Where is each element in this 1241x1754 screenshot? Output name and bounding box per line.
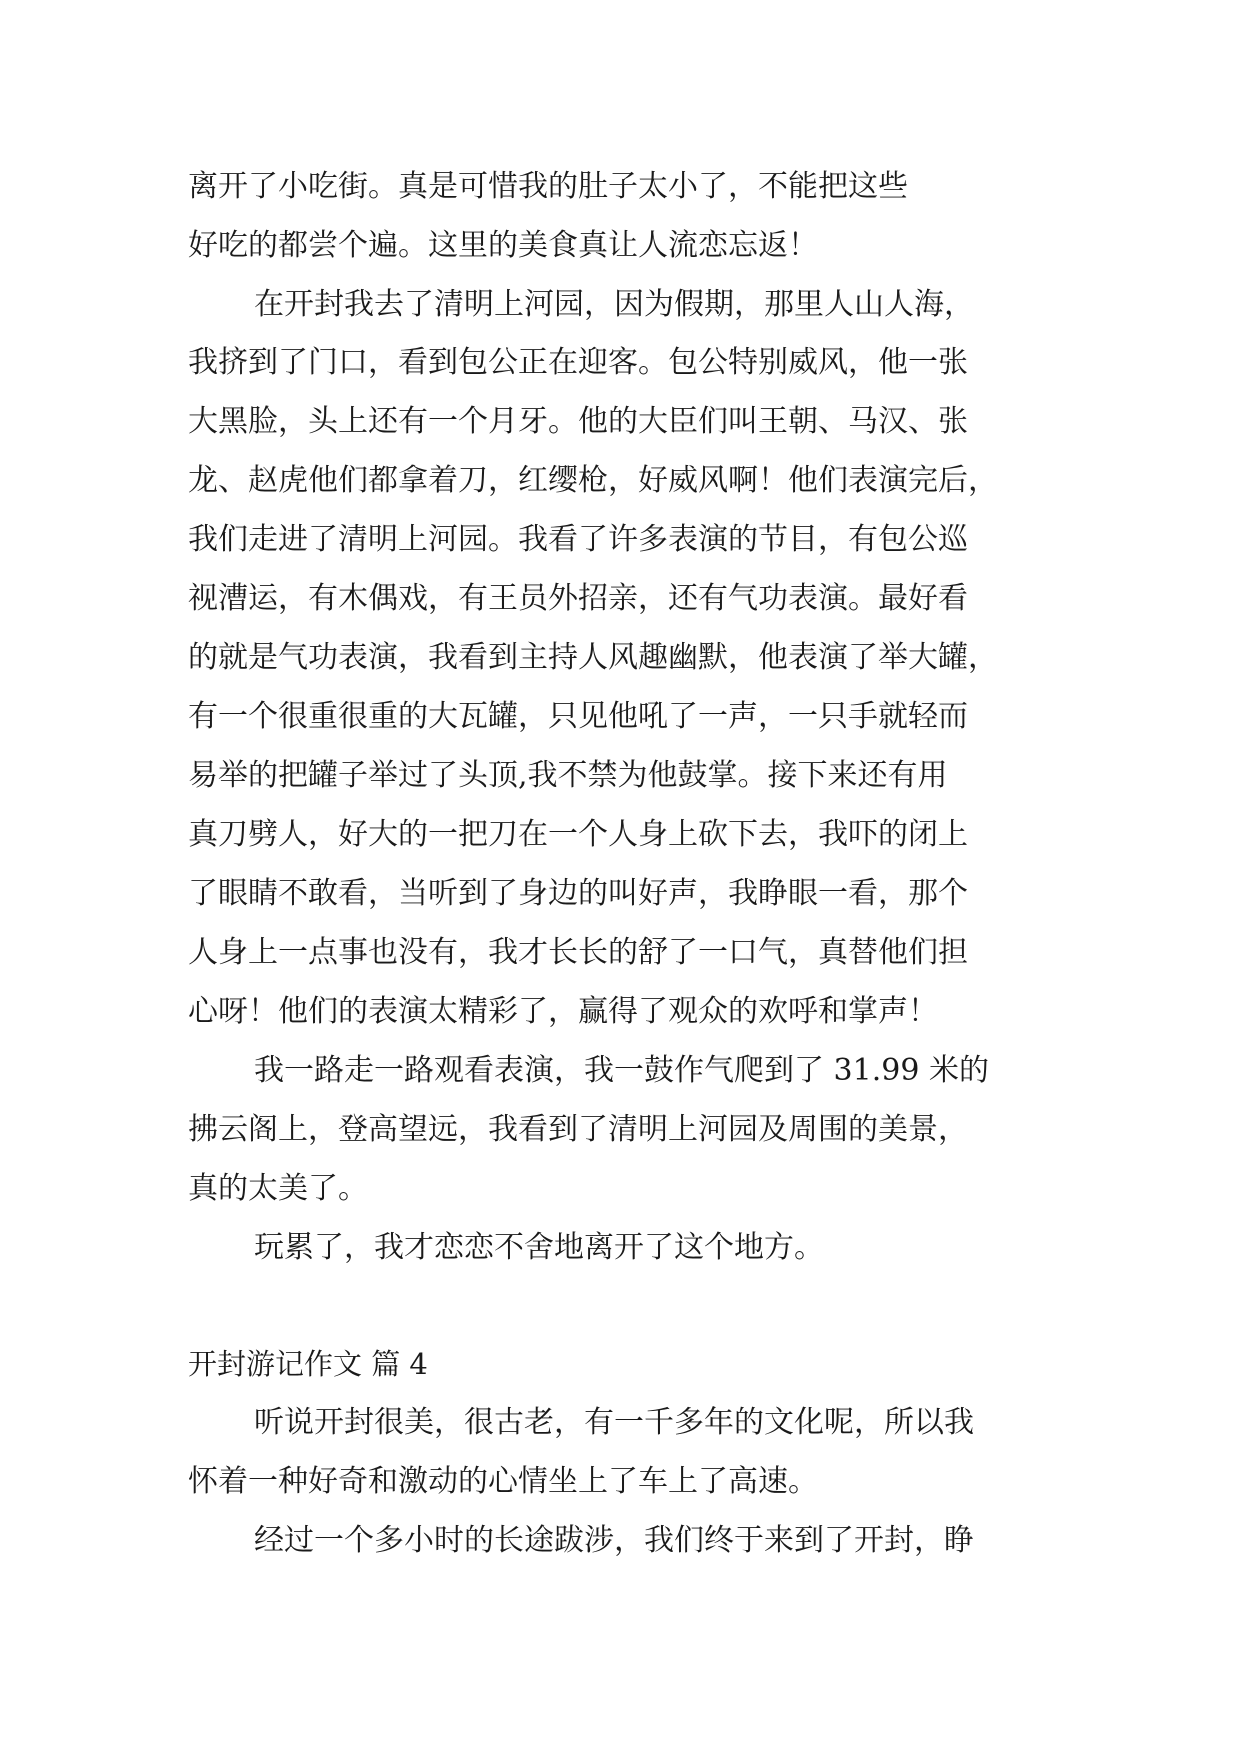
text-line: 真刀劈人，好大的一把刀在一个人身上砍下去，我吓的闭上 (188, 817, 968, 852)
text-line: 大黑脸，头上还有一个月牙。他的大臣们叫王朝、马汉、张 (188, 404, 968, 439)
text-line: 了眼睛不敢看，当听到了身边的叫好声，我睁眼一看，那个 (188, 876, 968, 911)
paragraph-first-line: 经过一个多小时的长途跋涉，我们终于来到了开封，睁 (254, 1523, 974, 1558)
text-line: 真的太美了。 (188, 1171, 368, 1206)
paragraph-first-line: 玩累了，我才恋恋不舍地离开了这个地方。 (254, 1230, 824, 1265)
text-line: 有一个很重很重的大瓦罐，只见他吼了一声，一只手就轻而 (188, 699, 968, 734)
text-line: 离开了小吃街。真是可惜我的肚子太小了，不能把这些 (188, 169, 908, 204)
paragraph-first-line: 我一路走一路观看表演，我一鼓作气爬到了 31.99 米的 (254, 1053, 989, 1088)
text-line: 心呀！他们的表演太精彩了，赢得了观众的欢呼和掌声！ (188, 994, 938, 1029)
text-line: 我们走进了清明上河园。我看了许多表演的节目，有包公巡 (188, 522, 968, 557)
text-line: 的就是气功表演，我看到主持人风趣幽默，他表演了举大罐， (188, 640, 998, 675)
paragraph-first-line: 听说开封很美，很古老，有一千多年的文化呢，所以我 (254, 1405, 974, 1440)
text-line: 我挤到了门口，看到包公正在迎客。包公特别威风，他一张 (188, 345, 968, 380)
text-line: 好吃的都尝个遍。这里的美食真让人流恋忘返！ (188, 228, 818, 263)
text-line: 人身上一点事也没有，我才长长的舒了一口气，真替他们担 (188, 935, 968, 970)
section-heading: 开封游记作文 篇 4 (188, 1347, 428, 1381)
text-line: 易举的把罐子举过了头顶,我不禁为他鼓掌。接下来还有用 (188, 758, 948, 793)
paragraph-first-line: 在开封我去了清明上河园，因为假期，那里人山人海， (254, 287, 974, 322)
text-line: 龙、赵虎他们都拿着刀，红缨枪，好威风啊！他们表演完后， (188, 463, 998, 498)
text-line: 拂云阁上，登高望远，我看到了清明上河园及周围的美景， (188, 1112, 968, 1147)
text-line: 视漕运，有木偶戏，有王员外招亲，还有气功表演。最好看 (188, 581, 968, 616)
text-line: 怀着一种好奇和激动的心情坐上了车上了高速。 (188, 1464, 818, 1499)
